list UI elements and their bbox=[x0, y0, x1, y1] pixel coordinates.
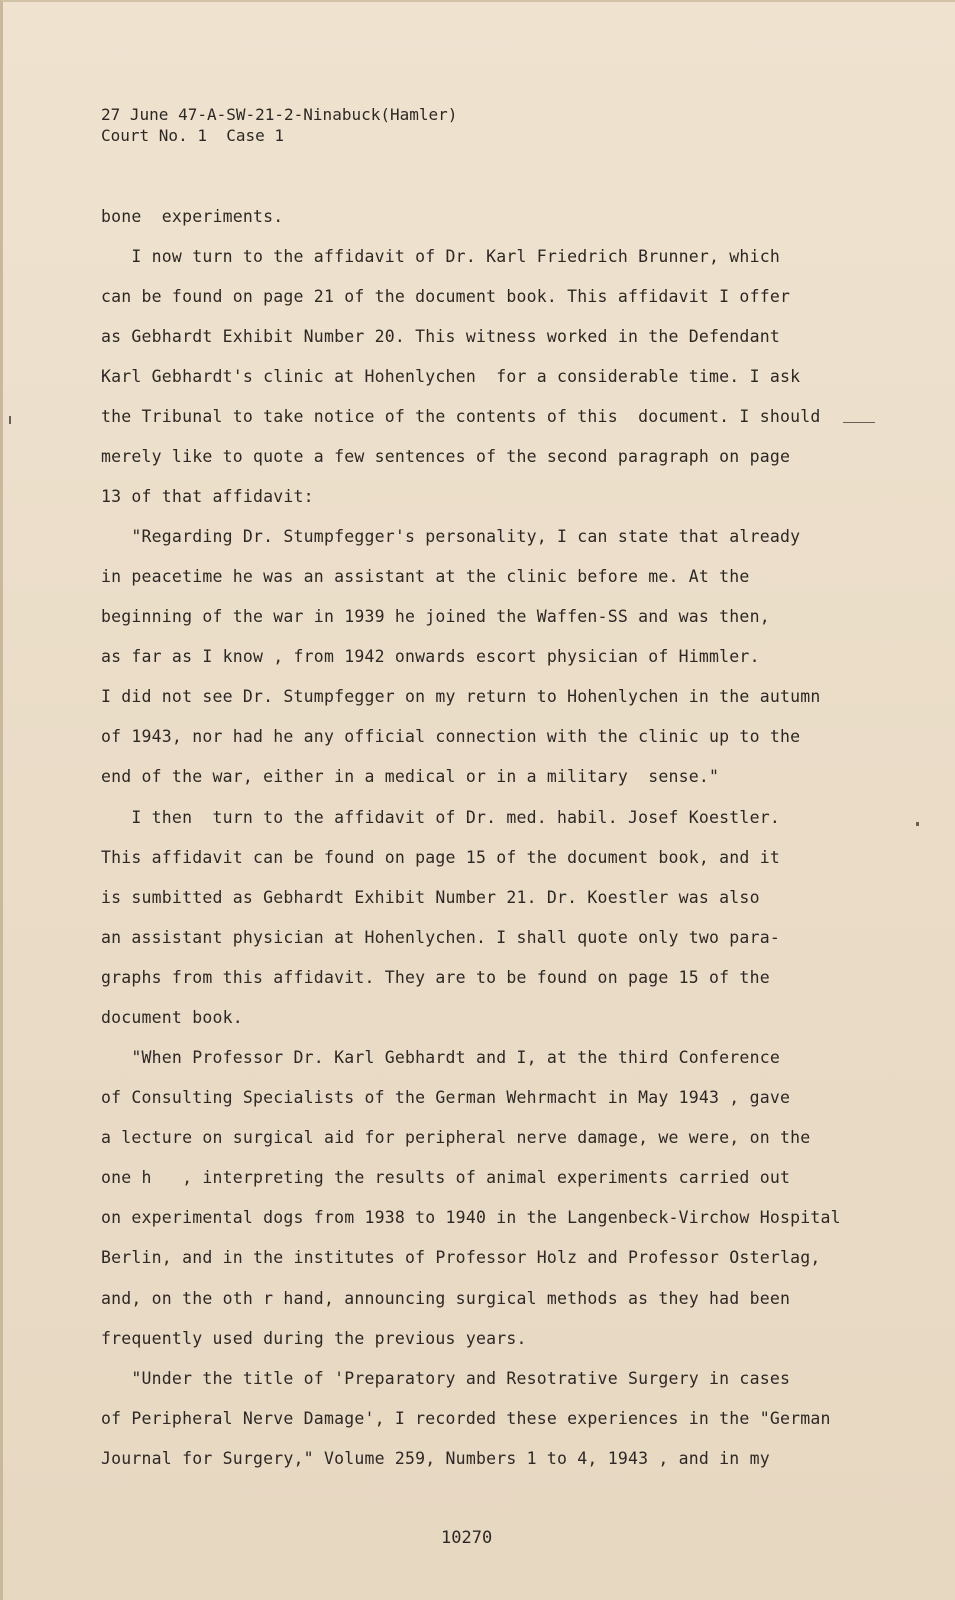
text-line: of 1943, nor had he any official connection with the clinic up to the bbox=[101, 727, 801, 746]
text-line: "Under the title of 'Preparatory and Resotrative Surgery in cases bbox=[101, 1369, 791, 1388]
text-line: a lecture on surgical aid for peripheral nerve damage, we were, on the bbox=[101, 1128, 811, 1147]
text-line: an assistant physician at Hohenlychen. I shall quote only two para- bbox=[101, 928, 780, 947]
text-line: I then turn to the affidavit of Dr. med. habil. Josef Koestler. bbox=[101, 808, 780, 827]
text-line: beginning of the war in 1939 he joined the Waffen-SS and was then, bbox=[101, 607, 770, 626]
text-line: merely like to quote a few sentences of the second paragraph on page bbox=[101, 447, 791, 466]
text-line: and, on the oth r hand, announcing surgical methods as they had been bbox=[101, 1289, 791, 1308]
text-line: is sumbitted as Gebhardt Exhibit Number 21. Dr. Koestler was also bbox=[101, 888, 760, 907]
text-line: end of the war, either in a medical or in a military sense." bbox=[101, 767, 720, 786]
text-line: on experimental dogs from 1938 to 1940 in the Langenbeck-Virchow Hospital bbox=[101, 1208, 841, 1227]
text-line: graphs from this affidavit. They are to be found on page 15 of the bbox=[101, 968, 770, 987]
scan-mark bbox=[916, 822, 919, 826]
text-line: frequently used during the previous years. bbox=[101, 1329, 527, 1348]
text-line: the Tribunal to take notice of the contents of this document. I should bbox=[101, 407, 821, 426]
text-line: 13 of that affidavit: bbox=[101, 487, 314, 506]
text-line: I did not see Dr. Stumpfegger on my return to Hohenlychen in the autumn bbox=[101, 687, 821, 706]
scan-mark bbox=[843, 422, 875, 423]
text-line: as far as I know , from 1942 onwards escort physician of Himmler. bbox=[101, 647, 760, 666]
header-session-line: 27 June 47-A-SW-21-2-Ninabuck(Hamler) bbox=[101, 105, 458, 124]
text-line: I now turn to the affidavit of Dr. Karl Friedrich Brunner, which bbox=[101, 247, 780, 266]
text-line: "Regarding Dr. Stumpfegger's personality, I can state that already bbox=[101, 527, 801, 546]
text-line: of Consulting Specialists of the German Wehrmacht in May 1943 , gave bbox=[101, 1088, 791, 1107]
text-line: as Gebhardt Exhibit Number 20. This witness worked in the Defendant bbox=[101, 327, 780, 346]
text-line: one h , interpreting the results of animal experiments carried out bbox=[101, 1168, 791, 1187]
text-line: bone experiments. bbox=[101, 207, 284, 226]
text-line: Journal for Surgery," Volume 259, Numbers 1 to 4, 1943 , and in my bbox=[101, 1449, 770, 1468]
text-line: in peacetime he was an assistant at the clinic before me. At the bbox=[101, 567, 750, 586]
page-number: 10270 bbox=[441, 1528, 493, 1548]
text-line: of Peripheral Nerve Damage', I recorded these experiences in the "German bbox=[101, 1409, 831, 1428]
text-line: This affidavit can be found on page 15 of the document book, and it bbox=[101, 848, 780, 867]
text-line: can be found on page 21 of the document book. This affidavit I offer bbox=[101, 287, 791, 306]
scan-mark bbox=[9, 416, 11, 424]
header-court-line: Court No. 1 Case 1 bbox=[101, 126, 285, 145]
text-line: Karl Gebhardt's clinic at Hohenlychen for a considerable time. I ask bbox=[101, 367, 801, 386]
text-line: document book. bbox=[101, 1008, 243, 1027]
text-line: "When Professor Dr. Karl Gebhardt and I, at the third Conference bbox=[101, 1048, 780, 1067]
document-header bbox=[101, 104, 457, 146]
text-line: Berlin, and in the institutes of Professor Holz and Professor Osterlag, bbox=[101, 1248, 821, 1267]
